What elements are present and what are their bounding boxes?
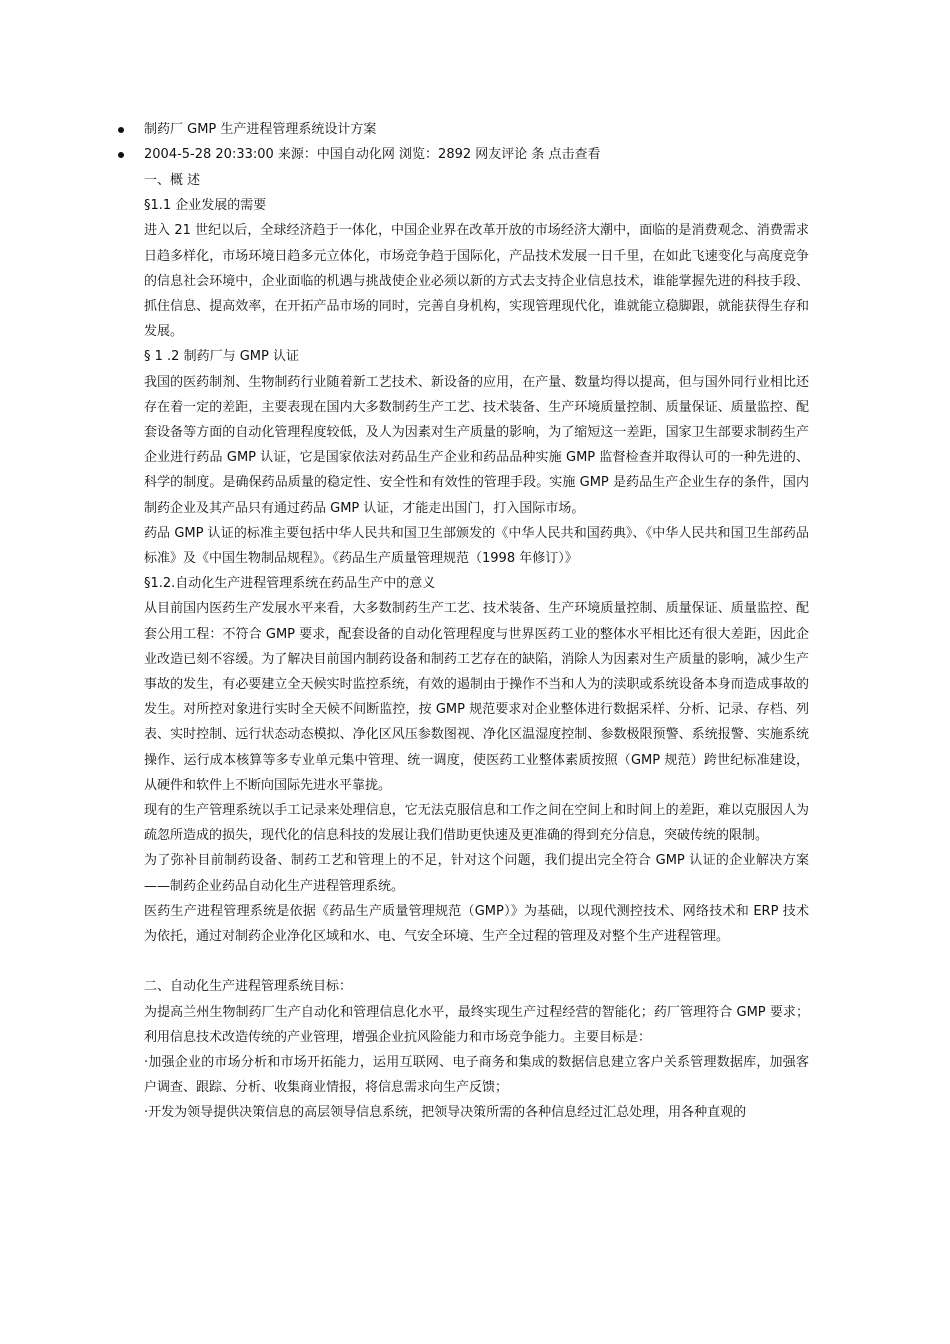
bullet-dot-icon <box>118 127 124 133</box>
paragraph: 药品 GMP 认证的标准主要包括中华人民共和国卫生部颁发的《中华人民共和国药典》、《中华人民共和国卫生部药品标准》及《中国生物制品规程》。《药品生产质量管理规范（1998 年修订）》 <box>144 525 809 567</box>
subsection-heading: §1.2.自动化生产进程管理系统在药品生产中的意义 <box>144 576 436 592</box>
paragraph: 进入 21 世纪以后，全球经济趋于一体化，中国企业界在改革开放的市场经济大潮中，面临的是消费观念、消费需求日趋多样化，市场环境日趋多元立体化，市场竞争趋于国际化，产品技术发展一日千里，在如此飞速变化与高度竞争的信息社会环境中，企业面临的机遇与挑战使企业必须以新的方式去支持企业信息技术，谁能掌握先进的科技手段、抓住信息、提高效率，在开拓产品市场的同时，完善自身机构，实现管理现代化，谁就能立稳脚跟，就能获得生存和发展。 <box>144 223 809 340</box>
paragraph: 医药生产进程管理系统是依据《药品生产质量管理规范（GMP）》为基础，以现代测控技术、网络技术和 ERP 技术为依托，通过对制药企业净化区域和水、电、气安全环境、生产全过程的管理及对整个生产进程管理。 <box>144 903 809 945</box>
section-heading: 二、自动化生产进程管理系统目标： <box>144 979 353 995</box>
article-body <box>144 168 809 1126</box>
paragraph: 为了弥补目前制药设备、制药工艺和管理上的不足，针对这个问题，我们提出完全符合 GMP 认证的企业解决方案——制药企业药品自动化生产进程管理系统。 <box>144 853 809 894</box>
article-meta: 2004-5-28 20:33:00 来源：中国自动化网 浏览：2892 网友评论 条 点击查看 <box>144 147 601 162</box>
article-title: 制药厂 GMP 生产进程管理系统设计方案 <box>144 122 377 137</box>
paragraph: 为提高兰州生物制药厂生产自动化和管理信息化水平，最终实现生产过程经营的智能化；药厂管理符合 GMP 要求；利用信息技术改造传统的产业管理，增强企业抗风险能力和市场竞争能力。主要目标是： <box>144 1004 809 1045</box>
paragraph: 现有的生产管理系统以手工记录来处理信息，它无法克服信息和工作之间在空间上和时间上的差距，难以克服因人为疏忽所造成的损失，现代化的信息科技的发展让我们借助更快速及更准确的得到充分信息，突破传统的限制。 <box>144 803 809 844</box>
blank-line <box>144 949 809 974</box>
bullet-dot-icon <box>118 152 124 158</box>
paragraph: 我国的医药制剂、生物制药行业随着新工艺技术、新设备的应用，在产量、数量均得以提高，但与国外同行业相比还存在着一定的差距，主要表现在国内大多数制药生产工艺、技术装备、生产环境质量控制、质量保证、质量监控、配套设备等方面的自动化管理程度较低，及人为因素对生产质量的影响，为了缩短这一差距，国家卫生部要求制药生产企业进行药品 GMP 认证，它是国家依法对药品生产企业和药品品种实施 GMP 监督检查并取得认可的一种先进的、科学的制度。是确保药品质量的稳定性、安全性和有效性的管理手段。实施 GMP 是药品生产企业生存的条件，国内制药企业及其产品只有通过药品 GMP 认证，才能走出国门，打入国际市场。 <box>144 374 809 516</box>
list-item: ·加强企业的市场分析和市场开拓能力，运用互联网、电子商务和集成的数据信息建立客户关系管理数据库，加强客户调查、跟踪、分析、收集商业情报，将信息需求向生产反馈； <box>144 1054 809 1096</box>
section-heading: 一、概 述 <box>144 173 201 188</box>
subsection-heading: §1.1 企业发展的需要 <box>144 198 267 214</box>
paragraph: 从目前国内医药生产发展水平来看，大多数制药生产工艺、技术装备、生产环境质量控制、质量保证、质量监控、配套公用工程：不符合 GMP 要求，配套设备的自动化管理程度与世界医药工业的整体水平相比还有很大差距，因此企业改造已刻不容缓。为了解决目前国内制药设备和制药工艺存在的缺陷，消除人为因素对生产质量的影响，减少生产事故的发生，有必要建立全天候实时监控系统，有效的遏制由于操作不当和人为的渎职或系统设备本身而造成事故的发生。对所控对象进行实时全天候不间断监控，按 GMP 规范要求对企业整体进行数据采样、分析、记录、存档、列表、实时控制、远行状态动态模拟、净化区风压参数图视、净化区温湿度控制、参数极限预警、系统报警、实施系统操作、运行成本核算等多专业单元集中管理、统一调度，使医药工业整体素质按照（GMP 规范）跨世纪标准建设，从硬件和软件上不断向国际先进水平靠拢。 <box>144 601 809 793</box>
list-item: ·开发为领导提供决策信息的高层领导信息系统，把领导决策所需的各种信息经过汇总处理，用各种直观的 <box>144 1105 747 1121</box>
subsection-heading: § 1 .2 制药厂与 GMP 认证 <box>144 349 299 365</box>
